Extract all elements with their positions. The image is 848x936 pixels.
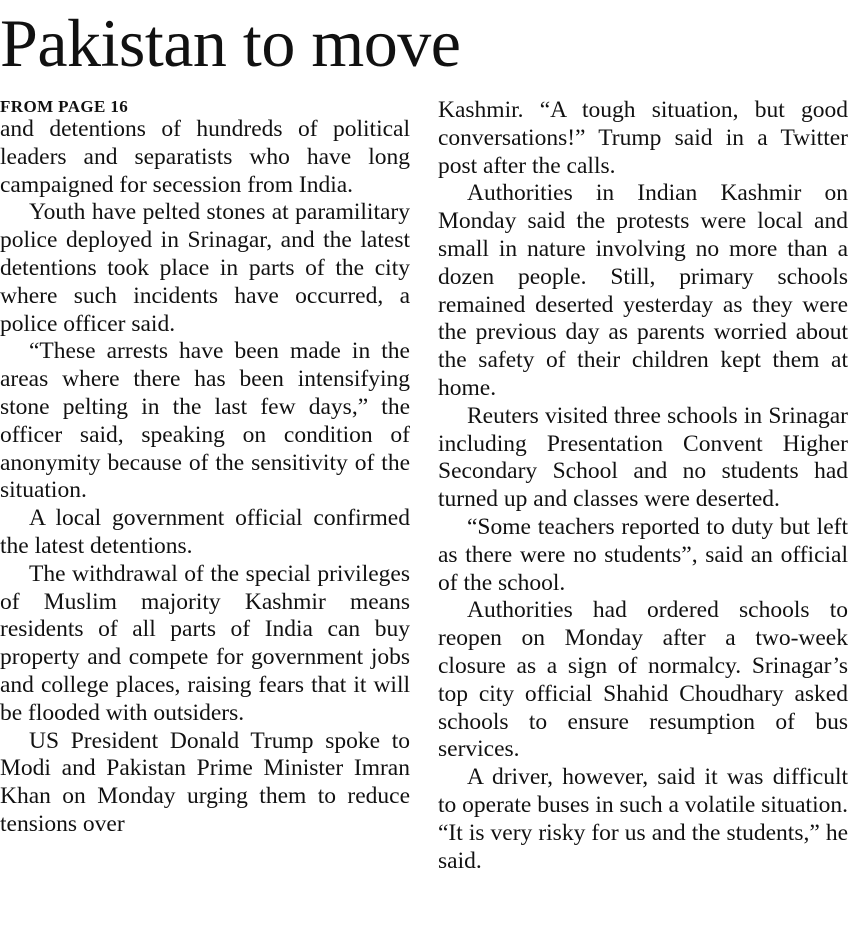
paragraph: A local government official confirmed the latest detentions. — [0, 505, 410, 559]
article-column-right — [438, 97, 848, 875]
paragraph: Reuters visited three schools in Srinagar including Presentation Convent Higher Secondary School and no students had turned up and classes were deserted. — [438, 402, 848, 513]
paragraph: Authorities had ordered schools to reopen on Monday after a two-week closure as a sign of normalcy. Srinagar’s top city official Shahid Choudhary asked schools to ensure resumption of bus services. — [438, 597, 848, 763]
paragraph: A driver, however, said it was difficult to operate buses in such a volatile situation. “It is very risky for us and the students,” he said. — [438, 764, 848, 874]
paragraph: Authorities in Indian Kashmir on Monday said the protests were local and small in nature involving no more than a dozen people. Still, primary schools remained deserted yesterday as they were the previous day as parents worried about the safety of their children kept them at home. — [438, 180, 848, 401]
paragraph: and detentions of hundreds of political leaders and separatists who have long campaigned for secession from India. — [0, 116, 410, 198]
article-column-left — [0, 96, 410, 839]
paragraph: The withdrawal of the special privileges of Muslim majority Kashmir means residents of all parts of India can buy property and compete for government jobs and college places, raising fears that it will be flooded with outsiders. — [0, 560, 410, 726]
paragraph: “These arrests have been made in the areas where there has been intensifying stone pelting in the last few days,” the officer said, speaking on condition of anonymity because of the sensitivity of the situation. — [0, 338, 410, 504]
paragraph: “Some teachers reported to duty but left as there were no students”, said an official of the school. — [438, 513, 848, 596]
paragraph: US President Donald Trump spoke to Modi and Pakistan Prime Minister Imran Khan on Monday urging them to reduce tensions over — [0, 727, 410, 837]
jump-line: FROM PAGE 16 — [0, 97, 129, 116]
paragraph: Kashmir. “A tough situation, but good conversations!” Trump said in a Twitter post after the calls. — [438, 97, 848, 179]
paragraph: Youth have pelted stones at paramilitary police deployed in Srinagar, and the latest detentions took place in parts of the city where such incidents have occurred, a police officer said. — [0, 199, 410, 337]
headline: Pakistan to move — [0, 5, 461, 81]
